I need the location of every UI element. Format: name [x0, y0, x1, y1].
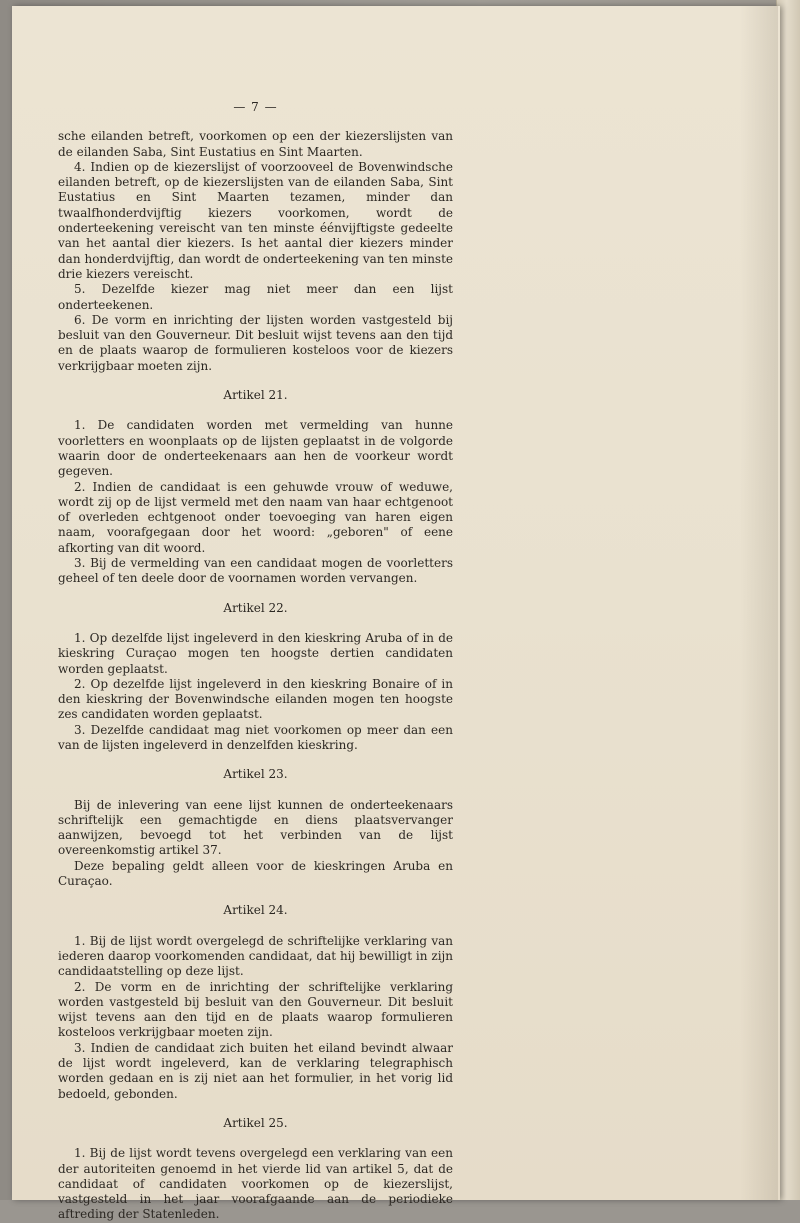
paragraph: 5. Dezelfde kiezer mag niet meer dan een lijst onderteekenen.: [58, 282, 453, 312]
paragraph: 4. Indien op de kiezerslijst of voorzooveel de Bovenwindsche eilanden betreft, op de kiezerslijsten van de eilanden Saba, Sint Eustatius en Sint Maarten tezamen, minder dan twaalfhonderdvijftig kiezers voorkomen, wordt de onderteekening vereischt van ten minste éénvijftigste gedeelte van het aantal dier kiezers. Is het aantal dier kiezers minder dan honderdvijftig, dan wordt de onderteekening van ten minste drie kiezers vereischt.: [58, 159, 453, 281]
paragraph: 2. De vorm en de inrichting der schriftelijke verklaring worden vastgesteld bij besluit van den Gouverneur. Dit besluit wijst tevens aan den tijd en de plaats waarop formulieren kosteloos verkrijgbaar moeten zijn.: [58, 979, 453, 1040]
paragraph: 6. De vorm en inrichting der lijsten worden vastgesteld bij besluit van den Gouverneur. Dit besluit wijst tevens aan den tijd en de plaats waarop de formulieren kosteloos voor de kiezers verkrijgbaar moeten zijn.: [58, 312, 453, 373]
paragraph: 3. Dezelfde candidaat mag niet voorkomen op meer dan een van de lijsten ingeleverd in denzelfden kieskring.: [58, 722, 453, 752]
paragraph: Deze bepaling geldt alleen voor de kieskringen Aruba en Curaçao.: [58, 858, 453, 889]
article-heading: Artikel 25.: [223, 1115, 288, 1130]
page-content: [58, 100, 453, 1223]
paragraph: 2. Indien de candidaat is een gehuwde vrouw of weduwe, wordt zij op de lijst vermeld met den naam van haar echtgenoot of overleden echtgenoot onder toevoeging van haren eigen naam, voorafgegaan door het woord: „geboren" of eene afkorting van dit woord.: [58, 479, 453, 555]
paragraph: 1. Bij de lijst wordt tevens overgelegd een verklaring van een der autoriteiten genoemd in het vierde lid van artikel 5, dat de candidaat of candidaten voorkomen op de kiezerslijst, vastgesteld in het jaar voorafgaande aan de periodieke aftreding der Statenleden.: [58, 1146, 453, 1222]
paragraph: 3. Indien de candidaat zich buiten het eiland bevindt alwaar de lijst wordt ingeleverd, kan de verklaring telegraphisch worden gedaan en is zij niet aan het formulier, in het vorig lid bedoeld, gebonden.: [58, 1040, 453, 1101]
paragraph: 1. Bij de lijst wordt overgelegd de schriftelijke verklaring van iederen daarop voorkomenden candidaat, dat hij bewilligt in zijn candidaatstelling op deze lijst.: [58, 933, 453, 979]
paragraph: sche eilanden betreft, voorkomen op een der kiezerslijsten van de eilanden Saba, Sint Eustatius en Sint Maarten.: [58, 129, 453, 159]
article-heading: Artikel 24.: [223, 903, 288, 918]
article-heading: Artikel 23.: [223, 767, 288, 782]
article-heading: Artikel 22.: [223, 600, 288, 615]
page-number: — 7 —: [233, 100, 278, 114]
paragraph: 3. Bij de vermelding van een candidaat mogen de voorletters geheel of ten deele door de voornamen worden vervangen.: [58, 556, 453, 586]
paragraph: Bij de inlevering van eene lijst kunnen de onderteekenaars schriftelijk een gemachtigde en diens plaatsvervanger aanwijzen, bevoegd tot het verbinden van de lijst overeenkomstig artikel 37.: [58, 797, 453, 858]
article-heading: Artikel 21.: [223, 388, 288, 403]
paragraph: 1. De candidaten worden met vermelding van hunne voorletters en woonplaats op de lijsten geplaatst in de volgorde waarin door de onderteekenaars aan hen de voorkeur wordt gegeven.: [58, 418, 453, 479]
paragraph: 2. Op dezelfde lijst ingeleverd in den kieskring Bonaire of in den kieskring der Bovenwindsche eilanden mogen ten hoogste zes candidaten worden geplaatst.: [58, 676, 453, 722]
page-fold-shadow: [740, 6, 778, 1200]
paragraph: 1. Op dezelfde lijst ingeleverd in den kieskring Aruba of in de kieskring Curaçao mogen ten hoogste dertien candidaten worden geplaatst.: [58, 630, 453, 676]
